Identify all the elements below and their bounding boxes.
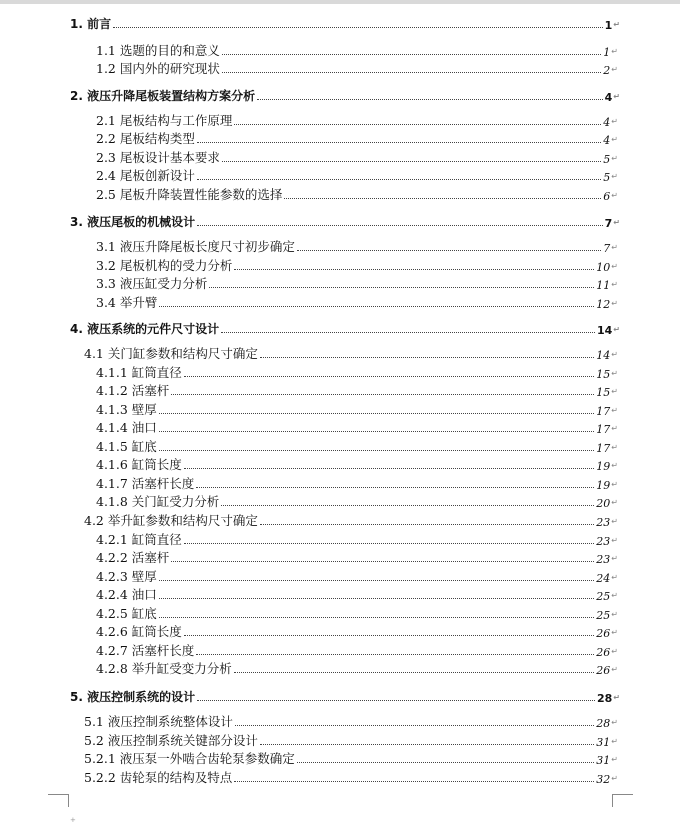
toc-entry-title: 4.2 举升缸参数和结构尺寸确定	[84, 513, 258, 528]
toc-leader-dots	[184, 543, 595, 544]
paragraph-mark: ↵	[613, 20, 620, 29]
toc-entry[interactable]	[96, 237, 618, 255]
toc-entry-page: 31	[596, 754, 611, 767]
paragraph-mark: ↵	[611, 47, 618, 56]
paragraph-mark: ↵	[611, 387, 618, 396]
toc-entry[interactable]	[70, 14, 620, 32]
toc-entry[interactable]	[96, 455, 618, 473]
toc-entry[interactable]	[84, 749, 618, 767]
top-scroll-bar	[0, 0, 680, 4]
toc-entry-title: 2.3 尾板设计基本要求	[96, 150, 220, 165]
toc-entry-title: 1.2 国内外的研究现状	[96, 61, 220, 76]
toc-entry-title: 1.1 选题的目的和意义	[96, 43, 220, 58]
paragraph-mark: ↵	[613, 693, 620, 702]
toc-entry-page: 31	[596, 736, 611, 749]
toc-leader-dots	[260, 524, 594, 525]
toc-entry-title: 3.1 液压升降尾板长度尺寸初步确定	[96, 239, 295, 254]
toc-entry[interactable]	[84, 731, 618, 749]
toc-entry-title: 2.2 尾板结构类型	[96, 131, 195, 146]
paragraph-mark: ↵	[611, 65, 618, 74]
paragraph-mark: ↵	[611, 443, 618, 452]
paragraph-mark: ↵	[611, 755, 618, 764]
paragraph-mark: ↵	[611, 647, 618, 656]
toc-entry[interactable]	[96, 437, 618, 455]
toc-leader-dots	[171, 561, 594, 562]
toc-leader-dots	[171, 394, 594, 395]
toc-leader-dots	[196, 487, 594, 488]
paragraph-mark: ↵	[611, 350, 618, 359]
toc-leader-dots	[197, 225, 603, 226]
toc-entry-title: 5.1 液压控制系统整体设计	[84, 714, 233, 729]
paragraph-mark: ↵	[611, 406, 618, 415]
toc-entry-page: 5	[603, 153, 611, 166]
footer-mark: +	[70, 816, 76, 824]
toc-leader-dots	[222, 72, 601, 73]
toc-entry-page: 1	[603, 46, 611, 59]
toc-entry-page: 5	[603, 171, 611, 184]
toc-entry-title: 3.4 举升臂	[96, 295, 158, 310]
toc-entry-page: 25	[596, 609, 611, 622]
toc-entry-title: 5.2 液压控制系统关键部分设计	[84, 733, 258, 748]
paragraph-mark: ↵	[611, 280, 618, 289]
toc-entry-title: 4.2.6 缸筒长度	[96, 624, 182, 639]
toc-leader-dots	[297, 250, 601, 251]
toc-entry[interactable]	[96, 641, 618, 659]
toc-leader-dots	[234, 672, 595, 673]
paragraph-mark: ↵	[611, 610, 618, 619]
toc-leader-dots	[197, 700, 595, 701]
toc-entry[interactable]	[70, 212, 620, 230]
paragraph-mark: ↵	[613, 325, 620, 334]
toc-leader-dots	[159, 580, 595, 581]
toc-entry-page: 14	[596, 349, 611, 362]
paragraph-mark: ↵	[611, 517, 618, 526]
toc-entry-page: 11	[596, 279, 611, 292]
toc-entry-page: 1	[604, 19, 613, 32]
toc-entry-page: 6	[603, 190, 611, 203]
toc-entry-title: 3. 液压尾板的机械设计	[70, 215, 196, 229]
toc-leader-dots	[222, 161, 601, 162]
toc-leader-dots	[196, 654, 594, 655]
toc-leader-dots	[221, 332, 595, 333]
toc-entry-title: 4.2.4 油口	[96, 587, 157, 602]
toc-entry[interactable]	[96, 548, 618, 566]
paragraph-mark: ↵	[611, 461, 618, 470]
toc-entry-title: 5.2.1 液压泵一外啮合齿轮泵参数确定	[84, 751, 295, 766]
toc-entry[interactable]	[84, 768, 618, 786]
toc-entry-title: 2. 液压升降尾板装置结构方案分析	[70, 89, 256, 103]
toc-entry-title: 4.1.1 缸筒直径	[96, 365, 182, 380]
toc-entry-page: 28	[596, 692, 613, 705]
toc-entry-page: 32	[596, 773, 611, 786]
toc-entry[interactable]	[96, 530, 618, 548]
toc-entry[interactable]	[96, 418, 618, 436]
toc-entry[interactable]	[96, 129, 618, 147]
toc-entry-page: 19	[596, 460, 611, 473]
toc-entry-page: 28	[596, 717, 611, 730]
toc-entry-title: 5.2.2 齿轮泵的结构及特点	[84, 770, 233, 785]
page-corner-mark-right	[612, 794, 633, 807]
page-corner-mark-left	[48, 794, 69, 807]
paragraph-mark: ↵	[611, 117, 618, 126]
paragraph-mark: ↵	[611, 591, 618, 600]
paragraph-mark: ↵	[611, 191, 618, 200]
paragraph-mark: ↵	[611, 243, 618, 252]
toc-entry-page: 26	[596, 664, 611, 677]
toc-entry-title: 4.1.3 壁厚	[96, 402, 157, 417]
toc-entry-page: 17	[596, 423, 611, 436]
toc-entry-title: 4.1 关门缸参数和结构尺寸确定	[84, 346, 258, 361]
toc-entry-title: 3.2 尾板机构的受力分析	[96, 258, 233, 273]
paragraph-mark: ↵	[611, 154, 618, 163]
toc-entry[interactable]	[96, 474, 618, 492]
toc-entry[interactable]	[96, 111, 618, 129]
toc-entry-title: 4.1.4 油口	[96, 420, 157, 435]
toc-entry-page: 14	[596, 324, 613, 337]
toc-leader-dots	[159, 450, 595, 451]
toc-entry-page: 15	[596, 368, 611, 381]
toc-leader-dots	[234, 269, 594, 270]
paragraph-mark: ↵	[613, 92, 620, 101]
toc-entry-page: 17	[596, 442, 611, 455]
toc-entry[interactable]	[96, 604, 618, 622]
toc-entry-title: 4.2.3 壁厚	[96, 569, 157, 584]
toc-leader-dots	[197, 142, 601, 143]
toc-entry[interactable]	[96, 492, 618, 510]
toc-entry-page: 23	[596, 553, 611, 566]
toc-entry-page: 4	[603, 116, 611, 129]
toc-entry[interactable]	[96, 148, 618, 166]
toc-entry-title: 4.2.5 缸底	[96, 606, 157, 621]
toc-entry[interactable]	[96, 274, 618, 292]
toc-entry-title: 4.1.7 活塞杆长度	[96, 476, 195, 491]
toc-entry[interactable]	[96, 59, 618, 77]
toc-entry-page: 26	[596, 646, 611, 659]
toc-entry-title: 5. 液压控制系统的设计	[70, 690, 196, 704]
toc-entry-title: 4. 液压系统的元件尺寸设计	[70, 322, 220, 336]
toc-entry-page: 20	[596, 497, 611, 510]
paragraph-mark: ↵	[611, 573, 618, 582]
toc-entry[interactable]	[70, 319, 620, 337]
toc-entry-title: 4.2.1 缸筒直径	[96, 532, 182, 547]
toc-entry[interactable]	[70, 687, 620, 705]
toc-entry-title: 3.3 液压缸受力分析	[96, 276, 208, 291]
paragraph-mark: ↵	[611, 737, 618, 746]
toc-entry[interactable]	[96, 622, 618, 640]
toc-entry[interactable]	[70, 86, 620, 104]
toc-entry-page: 2	[603, 64, 611, 77]
toc-entry-title: 4.1.5 缸底	[96, 439, 157, 454]
toc-leader-dots	[184, 635, 595, 636]
toc-leader-dots	[209, 287, 594, 288]
toc-entry-page: 4	[604, 91, 613, 104]
toc-leader-dots	[159, 617, 595, 618]
toc-leader-dots	[234, 124, 601, 125]
paragraph-mark: ↵	[611, 774, 618, 783]
toc-entry[interactable]	[96, 567, 618, 585]
toc-entry[interactable]	[84, 712, 618, 730]
toc-leader-dots	[159, 413, 595, 414]
toc-leader-dots	[113, 27, 603, 28]
toc-entry-page: 25	[596, 590, 611, 603]
toc-entry-page: 23	[596, 535, 611, 548]
toc-leader-dots	[184, 376, 595, 377]
toc-entry-page: 24	[596, 572, 611, 585]
toc-leader-dots	[257, 99, 603, 100]
toc-entry-title: 4.1.2 活塞杆	[96, 383, 170, 398]
paragraph-mark: ↵	[611, 480, 618, 489]
paragraph-mark: ↵	[611, 262, 618, 271]
toc-entry[interactable]	[96, 363, 618, 381]
toc-entry[interactable]	[96, 41, 618, 59]
toc-leader-dots	[284, 198, 601, 199]
paragraph-mark: ↵	[611, 172, 618, 181]
toc-entry-title: 1. 前言	[70, 17, 112, 31]
toc-entry[interactable]	[84, 344, 618, 362]
paragraph-mark: ↵	[611, 299, 618, 308]
toc-leader-dots	[297, 762, 595, 763]
paragraph-mark: ↵	[611, 369, 618, 378]
toc-leader-dots	[222, 54, 601, 55]
paragraph-mark: ↵	[611, 424, 618, 433]
paragraph-mark: ↵	[611, 628, 618, 637]
toc-leader-dots	[260, 357, 594, 358]
toc-entry-title: 2.5 尾板升降装置性能参数的选择	[96, 187, 283, 202]
paragraph-mark: ↵	[611, 718, 618, 727]
toc-entry-page: 19	[596, 479, 611, 492]
toc-entry[interactable]	[96, 585, 618, 603]
toc-entry-page: 26	[596, 627, 611, 640]
toc-entry-page: 12	[596, 298, 611, 311]
paragraph-mark: ↵	[611, 554, 618, 563]
toc-leader-dots	[159, 431, 595, 432]
toc-entry[interactable]	[84, 511, 618, 529]
toc-entry[interactable]	[96, 293, 618, 311]
toc-leader-dots	[197, 179, 601, 180]
toc-entry-page: 4	[603, 134, 611, 147]
toc-entry-title: 4.2.2 活塞杆	[96, 550, 170, 565]
toc-leader-dots	[159, 598, 595, 599]
toc-entry-page: 7	[604, 217, 613, 230]
toc-entry-title: 4.2.7 活塞杆长度	[96, 643, 195, 658]
paragraph-mark: ↵	[611, 498, 618, 507]
toc-leader-dots	[221, 505, 594, 506]
toc-entry-page: 23	[596, 516, 611, 529]
paragraph-mark: ↵	[611, 536, 618, 545]
toc-entry-page: 17	[596, 405, 611, 418]
toc-entry-page: 15	[596, 386, 611, 399]
toc-entry-title: 2.1 尾板结构与工作原理	[96, 113, 233, 128]
toc-entry-page: 10	[596, 261, 611, 274]
toc-entry-title: 2.4 尾板创新设计	[96, 168, 195, 183]
toc-entry[interactable]	[96, 659, 618, 677]
toc-entry-title: 4.1.6 缸筒长度	[96, 457, 182, 472]
toc-entry[interactable]	[96, 185, 618, 203]
toc-entry-title: 4.2.8 举升缸受变力分析	[96, 661, 232, 676]
toc-entry[interactable]	[96, 400, 618, 418]
toc-leader-dots	[234, 781, 594, 782]
toc-leader-dots	[184, 468, 595, 469]
paragraph-mark: ↵	[611, 135, 618, 144]
toc-entry-page: 7	[603, 242, 611, 255]
toc-leader-dots	[159, 306, 594, 307]
toc-entry[interactable]	[96, 381, 618, 399]
toc-entry[interactable]	[96, 166, 618, 184]
paragraph-mark: ↵	[611, 665, 618, 674]
toc-leader-dots	[235, 725, 594, 726]
paragraph-mark: ↵	[613, 218, 620, 227]
toc-entry-title: 4.1.8 关门缸受力分析	[96, 494, 220, 509]
toc-entry[interactable]	[96, 256, 618, 274]
toc-leader-dots	[260, 744, 594, 745]
